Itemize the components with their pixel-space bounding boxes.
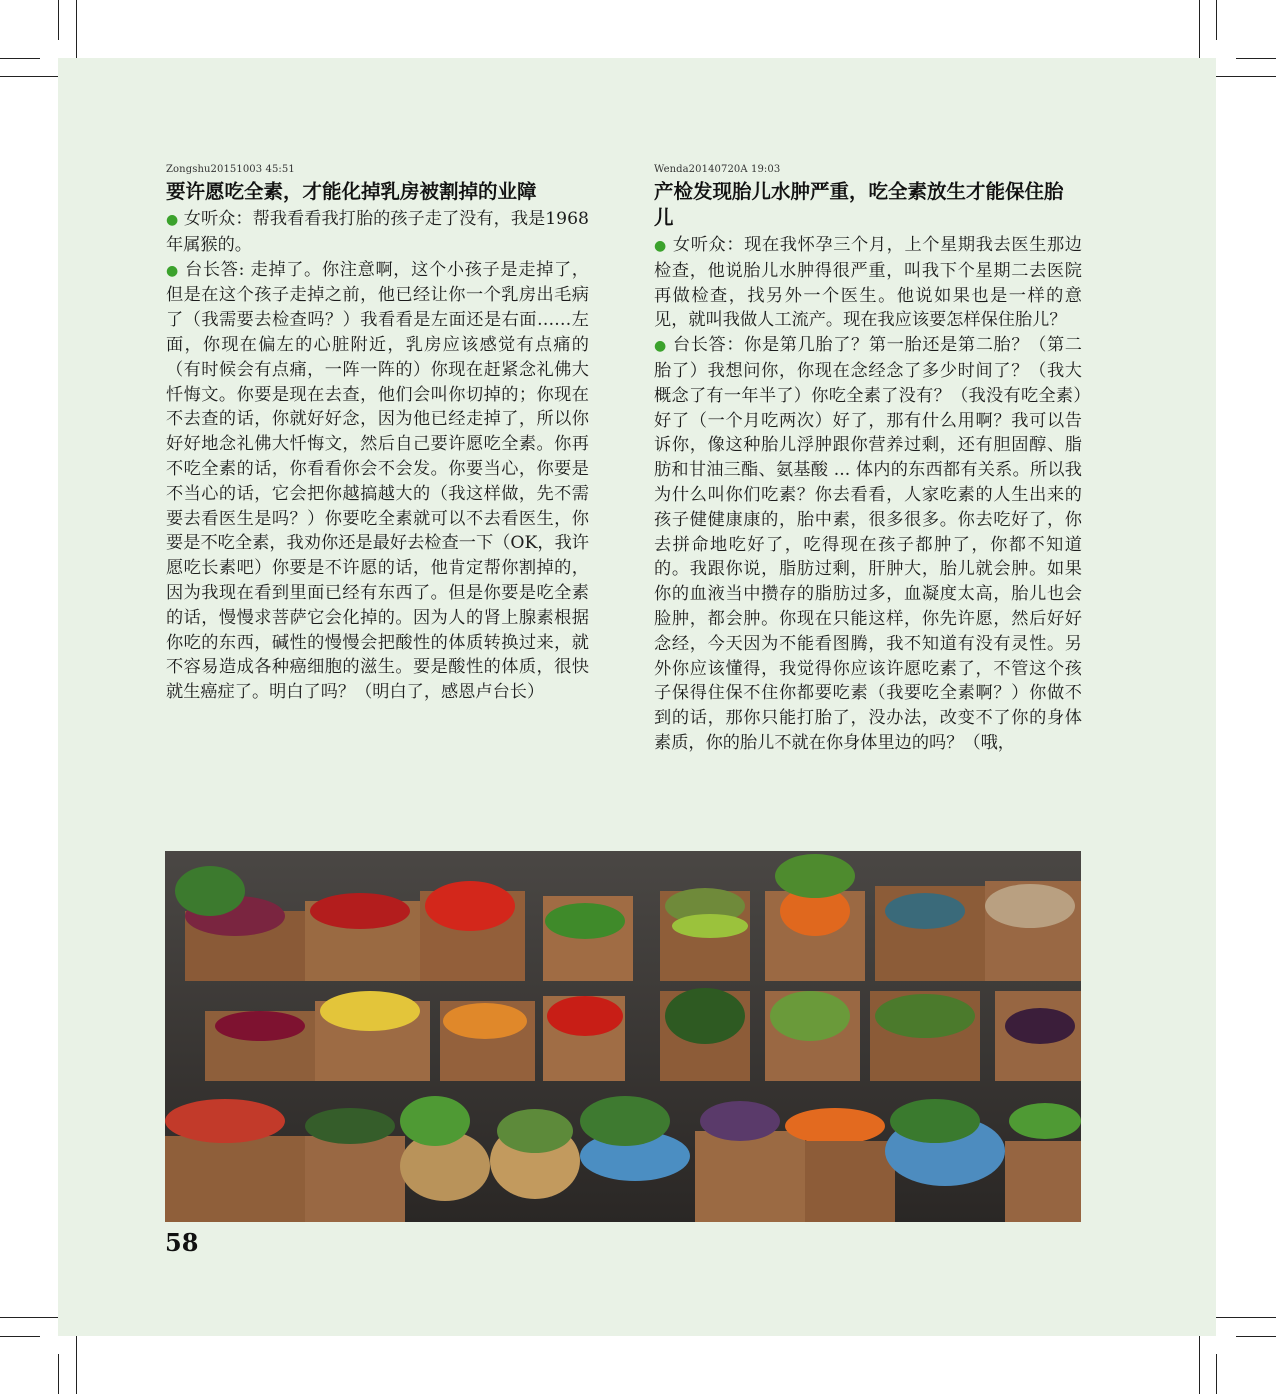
vegetable-market-photo [165, 851, 1081, 1222]
paragraph [654, 333, 1082, 756]
paragraph-text: 台长答：你是第几胎了？第一胎还是第二胎？（第二胎了）我想问你，你现在念经念了多少时间了？（我大概念了有一年半了）你吃全素了没有？（我没有吃全素）好了（一个月吃两次）好了，那有什么用啊？我可以告诉你，像这种胎儿浮肿跟你营养过剩，还有胆固醇、脂肪和甘油三酯、氨基酸 ... 体内的东西都有关系。所以我为什么叫你们吃素？你去看看，人家吃素的人生出来的孩子健健康康的，胎中素，很多很多。你去吃好了，你去拼命地吃好了，吃得现在孩子都肿了，你都不知道的。我跟你说，脂肪过剩，肝肿大，胎儿就会肿。如果你的血液当中攒存的脂肪过多，血凝度太高，胎儿也会脸肿，都会肿。你现在只能这样，你先许愿，然后好好念经，今天因为不能看图腾，我不知道有没有灵性。另外你应该懂得，我觉得你应该许愿吃素了，不管这个孩子保得住保不住你都要吃素（我要吃全素啊？）你做不到的话，那你只能打胎了，没办法，改变不了你的身体素质，你的胎儿不就在你身体里边的吗？（哦， [654, 335, 1082, 753]
article-meta: Wenda20140720A 19:03 [654, 164, 781, 175]
paragraph-text: 台长答: 走掉了。你注意啊，这个小孩子是走掉了，但是在这个孩子走掉之前，他已经让你一个乳房出毛病了（我需要去检查吗？）我看看是左面还是右面……左面，你现在偏左的心脏附近，乳房应该感觉有点痛的（有时候会有点痛，一阵一阵的）你现在赶紧念礼佛大忏悔文。你要是现在去查，他们会叫你切掉的；你现在不去查的话，你就好好念，因为他已经走掉了，所以你好好地念礼佛大忏悔文，然后自己要许愿吃全素。你再不吃全素的话，你看看你会不会发。你要当心，你要是不当心的话，它会把你越搞越大的（我这样做，先不需要去看医生是吗？）你要吃全素就可以不去看医生，你要是不吃全素，我劝你还是最好去检查一下（OK，我许愿吃长素吧）你要是不许愿的话，他肯定帮你割掉的，因为我现在看到里面已经有东西了。但是你要是吃全素的话，慢慢求菩萨它会化掉的。因为人的肾上腺素根据你吃的东西，碱性的慢慢会把酸性的体质转换过来，就不容易造成各种癌细胞的滋生。要是酸性的体质，很快就生癌症了。明白了吗？（明白了，感恩卢台长） [166, 259, 589, 703]
paragraph [654, 233, 1082, 333]
article-meta: Zongshu20151003 45:51 [166, 164, 295, 175]
bullet-icon: ● [654, 338, 667, 355]
paragraph-text: 女听众：现在我怀孕三个月，上个星期我去医生那边检查，他说胎儿水肿得很严重，叫我下个星期二去医院再做检查，找另外一个医生。他说如果也是一样的意见，就叫我做人工流产。现在我应该要怎样保住胎儿？ [654, 235, 1082, 331]
bullet-icon: ● [166, 212, 179, 228]
bullet-icon: ● [166, 262, 179, 279]
bullet-icon: ● [654, 238, 667, 254]
left-article [166, 163, 589, 705]
right-article [654, 163, 1082, 756]
page-number: 58 [165, 1228, 199, 1257]
article-title: 产检发现胎儿水肿严重，吃全素放生才能保住胎儿 [654, 180, 1064, 229]
paragraph-text: 女听众：帮我看看我打胎的孩子走了没有，我是1968 年属猴的。 [166, 209, 589, 255]
paragraph [166, 207, 589, 258]
article-title: 要许愿吃全素，才能化掉乳房被割掉的业障 [166, 180, 537, 203]
paragraph [166, 258, 589, 705]
